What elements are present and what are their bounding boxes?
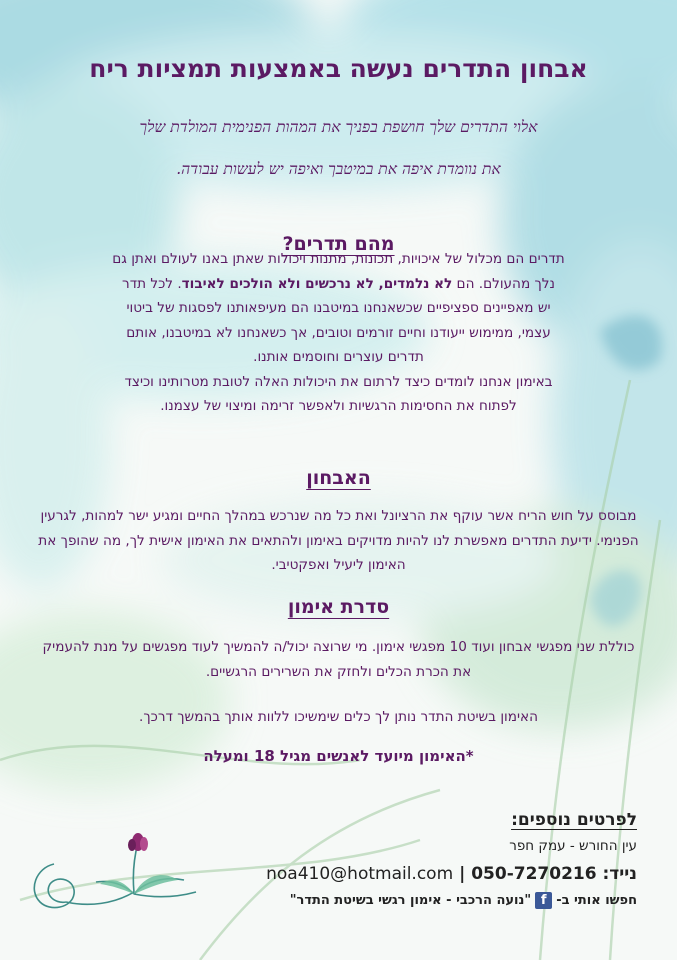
section-coaching-series-text: כוללת שני מפגשי אבחון ועוד 10 מפגשי אימון. מי שרוצה יכול/ה להמשיך לעוד מפגשים על מנת להעמיק את הכרת הכלים ולחזק את השרירים הרגשיים.: [42, 639, 635, 680]
facebook-icon[interactable]: f: [535, 892, 552, 909]
section-heading-diagnosis: האבחון: [306, 467, 371, 489]
contact-phone-email: [207, 864, 637, 884]
bold-line: נלך מהעולם. הם לא נלמדים, לא נרכשים ולא הולכים לאיבוד. לכל תדר: [122, 275, 555, 292]
section-heading-coaching-series: סדרת אימון: [287, 596, 390, 618]
page-title: אבחון התדרים נעשה באמצעות תמציות ריח: [89, 54, 588, 83]
section-what-are-frequencies-text: תדרים הם מכלול של איכויות, תכונות, מתנות ויכולות שאתן באנו לעולם ואתן גם נלך מהעולם. הם לא נלמדים, לא נרכשים ולא הולכים לאיבוד. לכל תדר יש מאפיינים ספציפיים שכשאנחנו במיטבנו הם מעיפאותנו לפסגות של ביטוי עצמי, ממימוש ייעודנו וחיים זורמים וטובים, אך כשאנחנו לא במיטבנו, אותם תדרים עוצרים וחוסמים אותנו. באימון אנחנו לומדים כיצד לרתום את היכולות האלה לטובת מטרותינו וכיצד לפתוח את החסימות הרגשיות ולאפשר זרימה ומיצוי של עצמנו.: [34, 247, 643, 419]
phone-number[interactable]: נייד: 050-7270216: [471, 864, 637, 884]
contact-block: [207, 810, 637, 909]
subtitle-line-1: אלוי התדרים שלך חושפת בפניך את המהות הפנימית המולדת שלך: [139, 118, 538, 136]
age-note: *האימון מיועד לאנשים מגיל 18 ומעלה: [203, 747, 474, 765]
contact-title: לפרטים נוספים:: [511, 810, 637, 830]
separator: |: [459, 864, 466, 884]
section-coaching-series-text-2: האימון בשיטת התדר נותן לך כלים שימשיכו ללוות אותך בהמשך דרכך.: [139, 709, 538, 725]
email-address[interactable]: noa410@hotmail.com: [266, 864, 454, 884]
section-heading-what-are-frequencies: מהם תדרים?: [282, 233, 395, 255]
facebook-line: [207, 892, 637, 909]
contact-location: עין החורש - עמק חפר: [509, 838, 637, 854]
section-diagnosis-text: מבוסס על חוש הריח אשר עוקף את הרציונל ואת כל מה שנרכש במהלך החיים ומגיע ישר למהות, לגרעין הפנימי. ידיעת התדרים מאפשרת לנו להיות מדויקים באימון ולהתאים את האימון אישית לך, מה שהופך את האימון ליעיל ואפקטיבי.: [38, 508, 639, 573]
flower-logo: [14, 832, 204, 932]
facebook-page-name[interactable]: "נועה הרכבי - אימון רגשי בשיטת התדר": [289, 893, 532, 908]
subtitle-line-2: את נוומדת איפה את במיטבך ואיפה יש לעשות עבודה.: [176, 160, 501, 178]
facebook-prefix: חפשו אותי ב-: [556, 893, 637, 908]
